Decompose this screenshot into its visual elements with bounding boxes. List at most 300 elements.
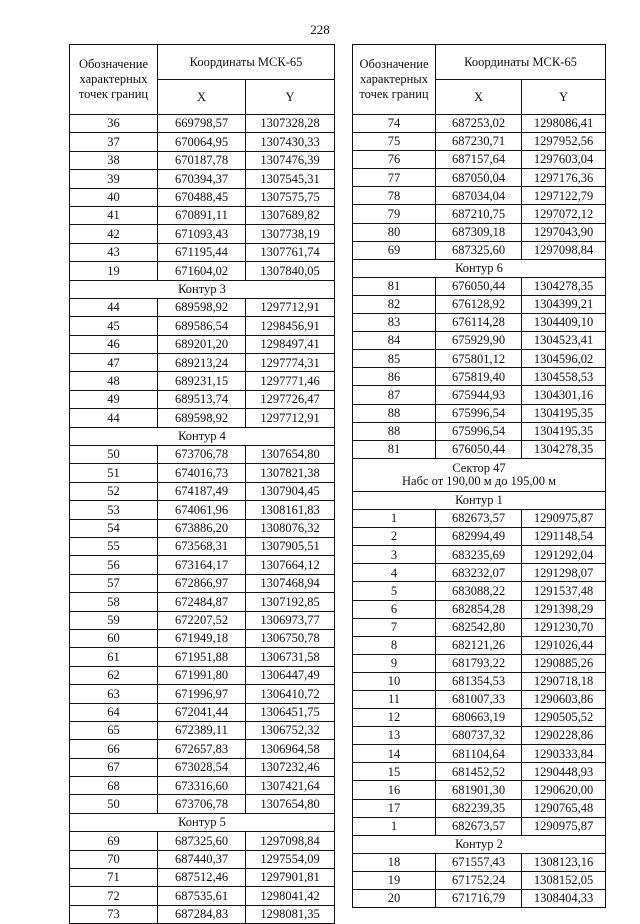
x-coordinate-cell: 681007,33 xyxy=(436,691,522,709)
y-coordinate-cell: 1291230,70 xyxy=(522,618,606,636)
x-coordinate-cell: 671195,44 xyxy=(158,243,246,261)
y-coordinate-cell: 1306750,78 xyxy=(246,629,335,647)
x-coordinate-cell: 681793,22 xyxy=(436,654,522,672)
x-coordinate-cell: 676128,92 xyxy=(436,295,522,313)
point-id-cell: 86 xyxy=(353,368,436,386)
x-coordinate-cell: 687440,37 xyxy=(158,850,246,868)
table-row xyxy=(353,404,606,422)
table-row xyxy=(353,618,606,636)
point-id-cell: 81 xyxy=(353,277,436,295)
point-id-cell: 9 xyxy=(353,654,436,672)
y-coordinate-cell: 1297774,31 xyxy=(246,354,335,372)
x-coordinate-cell: 682239,35 xyxy=(436,799,522,817)
table-row xyxy=(353,691,606,709)
y-coordinate-cell: 1306964,58 xyxy=(246,740,335,758)
point-id-cell: 43 xyxy=(70,243,158,261)
point-id-cell: 15 xyxy=(353,763,436,781)
y-coordinate-cell: 1297952,56 xyxy=(522,133,606,151)
x-coordinate-cell: 672484,87 xyxy=(158,593,246,611)
x-coordinate-cell: 672657,83 xyxy=(158,740,246,758)
table-row xyxy=(70,556,335,574)
y-coordinate-cell: 1298086,41 xyxy=(522,115,606,133)
y-coordinate-cell: 1297554,09 xyxy=(246,850,335,868)
x-coordinate-cell: 680663,19 xyxy=(436,709,522,727)
header-designation: Обозначение характерных точек границ xyxy=(353,45,436,115)
x-coordinate-cell: 671093,43 xyxy=(158,225,246,243)
section-title: Контур 5 xyxy=(70,813,335,831)
table-row xyxy=(353,600,606,618)
point-id-cell: 84 xyxy=(353,332,436,350)
y-coordinate-cell: 1306731,58 xyxy=(246,648,335,666)
y-coordinate-cell: 1307905,51 xyxy=(246,537,335,555)
point-id-cell: 14 xyxy=(353,745,436,763)
x-coordinate-cell: 670394,37 xyxy=(158,170,246,188)
table-row xyxy=(70,206,335,224)
header-x: X xyxy=(436,80,522,115)
table-row xyxy=(353,115,606,133)
table-row xyxy=(70,115,335,133)
point-id-cell: 62 xyxy=(70,666,158,684)
point-id-cell: 19 xyxy=(353,871,436,889)
point-id-cell: 55 xyxy=(70,537,158,555)
x-coordinate-cell: 683235,69 xyxy=(436,546,522,564)
x-coordinate-cell: 671949,18 xyxy=(158,629,246,647)
point-id-cell: 76 xyxy=(353,151,436,169)
table-row xyxy=(353,169,606,187)
table-row xyxy=(70,298,335,316)
table-row xyxy=(353,799,606,817)
point-id-cell: 63 xyxy=(70,685,158,703)
x-coordinate-cell: 675996,54 xyxy=(436,422,522,440)
x-coordinate-cell: 689231,15 xyxy=(158,372,246,390)
point-id-cell: 50 xyxy=(70,795,158,813)
y-coordinate-cell: 1304409,10 xyxy=(522,314,606,332)
x-coordinate-cell: 681104,64 xyxy=(436,745,522,763)
y-coordinate-cell: 1304399,21 xyxy=(522,295,606,313)
point-id-cell: 3 xyxy=(353,546,436,564)
point-id-cell: 37 xyxy=(70,133,158,151)
y-coordinate-cell: 1306451,75 xyxy=(246,703,335,721)
x-coordinate-cell: 669798,57 xyxy=(158,115,246,133)
table-row xyxy=(70,262,335,280)
table-row xyxy=(70,740,335,758)
y-coordinate-cell: 1291298,07 xyxy=(522,564,606,582)
table-row xyxy=(70,372,335,390)
y-coordinate-cell: 1297603,04 xyxy=(522,151,606,169)
point-id-cell: 58 xyxy=(70,593,158,611)
x-coordinate-cell: 689598,92 xyxy=(158,409,246,427)
point-id-cell: 47 xyxy=(70,354,158,372)
table-row xyxy=(70,170,335,188)
point-id-cell: 67 xyxy=(70,758,158,776)
x-coordinate-cell: 671604,02 xyxy=(158,262,246,280)
y-coordinate-cell: 1304301,16 xyxy=(522,386,606,404)
section-title: Контур 6 xyxy=(353,259,606,277)
y-coordinate-cell: 1307476,39 xyxy=(246,151,335,169)
x-coordinate-cell: 689598,92 xyxy=(158,298,246,316)
table-row xyxy=(353,871,606,889)
table-row xyxy=(353,223,606,241)
table-row xyxy=(70,629,335,647)
point-id-cell: 69 xyxy=(70,832,158,850)
point-id-cell: 80 xyxy=(353,223,436,241)
table-row xyxy=(70,905,335,923)
y-coordinate-cell: 1291148,54 xyxy=(522,528,606,546)
y-coordinate-cell: 1297176,36 xyxy=(522,169,606,187)
table-row xyxy=(353,151,606,169)
x-coordinate-cell: 675996,54 xyxy=(436,404,522,422)
table-row xyxy=(70,887,335,905)
x-coordinate-cell: 689201,20 xyxy=(158,335,246,353)
x-coordinate-cell: 670488,45 xyxy=(158,188,246,206)
point-id-cell: 39 xyxy=(70,170,158,188)
y-coordinate-cell: 1290718,18 xyxy=(522,672,606,690)
table-row xyxy=(353,636,606,654)
table-row xyxy=(353,781,606,799)
y-coordinate-cell: 1291398,29 xyxy=(522,600,606,618)
table-row xyxy=(353,133,606,151)
point-id-cell: 10 xyxy=(353,672,436,690)
coordinates-table-right xyxy=(352,44,606,908)
point-id-cell: 82 xyxy=(353,295,436,313)
x-coordinate-cell: 687512,46 xyxy=(158,869,246,887)
table-row xyxy=(353,672,606,690)
section-title: Контур 1 xyxy=(353,491,606,509)
x-coordinate-cell: 674016,73 xyxy=(158,464,246,482)
point-id-cell: 52 xyxy=(70,482,158,500)
table-row xyxy=(70,666,335,684)
point-id-cell: 83 xyxy=(353,314,436,332)
table-row xyxy=(70,758,335,776)
y-coordinate-cell: 1297901,81 xyxy=(246,869,335,887)
y-coordinate-cell: 1297098,84 xyxy=(246,832,335,850)
table-row xyxy=(70,685,335,703)
table-row xyxy=(70,188,335,206)
point-id-cell: 81 xyxy=(353,440,436,458)
table-row xyxy=(70,464,335,482)
point-id-cell: 69 xyxy=(353,241,436,259)
point-id-cell: 51 xyxy=(70,464,158,482)
point-id-cell: 59 xyxy=(70,611,158,629)
point-id-cell: 16 xyxy=(353,781,436,799)
header-y: Y xyxy=(522,80,606,115)
point-id-cell: 45 xyxy=(70,317,158,335)
point-id-cell: 20 xyxy=(353,890,436,908)
x-coordinate-cell: 689586,54 xyxy=(158,317,246,335)
point-id-cell: 71 xyxy=(70,869,158,887)
point-id-cell: 65 xyxy=(70,721,158,739)
point-id-cell: 61 xyxy=(70,648,158,666)
point-id-cell: 56 xyxy=(70,556,158,574)
y-coordinate-cell: 1291537,48 xyxy=(522,582,606,600)
x-coordinate-cell: 682673,57 xyxy=(436,817,522,835)
table-row xyxy=(353,241,606,259)
x-coordinate-cell: 671716,79 xyxy=(436,890,522,908)
point-id-cell: 1 xyxy=(353,510,436,528)
x-coordinate-cell: 687253,02 xyxy=(436,115,522,133)
section-title: Контур 4 xyxy=(70,427,335,445)
page-number: 228 xyxy=(310,22,330,37)
x-coordinate-cell: 687034,04 xyxy=(436,187,522,205)
point-id-cell: 68 xyxy=(70,777,158,795)
x-coordinate-cell: 689213,24 xyxy=(158,354,246,372)
y-coordinate-cell: 1298041,42 xyxy=(246,887,335,905)
section-row xyxy=(70,280,335,298)
table-row xyxy=(70,850,335,868)
point-id-cell: 74 xyxy=(353,115,436,133)
table-row xyxy=(353,528,606,546)
point-id-cell: 46 xyxy=(70,335,158,353)
y-coordinate-cell: 1307468,94 xyxy=(246,574,335,592)
point-id-cell: 41 xyxy=(70,206,158,224)
y-coordinate-cell: 1306752,32 xyxy=(246,721,335,739)
y-coordinate-cell: 1307575,75 xyxy=(246,188,335,206)
x-coordinate-cell: 672041,44 xyxy=(158,703,246,721)
y-coordinate-cell: 1297072,12 xyxy=(522,205,606,223)
sector-height-range: Набс от 190,00 м до 195,00 м xyxy=(402,473,556,488)
y-coordinate-cell: 1307328,28 xyxy=(246,115,335,133)
point-id-cell: 50 xyxy=(70,446,158,464)
point-id-cell: 75 xyxy=(353,133,436,151)
table-row xyxy=(353,853,606,871)
point-id-cell: 44 xyxy=(70,298,158,316)
y-coordinate-cell: 1307192,85 xyxy=(246,593,335,611)
point-id-cell: 6 xyxy=(353,600,436,618)
y-coordinate-cell: 1307821,38 xyxy=(246,464,335,482)
x-coordinate-cell: 676114,28 xyxy=(436,314,522,332)
y-coordinate-cell: 1304195,35 xyxy=(522,404,606,422)
table-row xyxy=(353,546,606,564)
table-row xyxy=(70,243,335,261)
y-coordinate-cell: 1290448,93 xyxy=(522,763,606,781)
header-coordinates: Координаты МСК-65 xyxy=(436,45,606,80)
table-row xyxy=(353,709,606,727)
y-coordinate-cell: 1307430,33 xyxy=(246,133,335,151)
table-row xyxy=(70,409,335,427)
x-coordinate-cell: 682121,26 xyxy=(436,636,522,654)
y-coordinate-cell: 1307654,80 xyxy=(246,446,335,464)
x-coordinate-cell: 670187,78 xyxy=(158,151,246,169)
y-coordinate-cell: 1297771,46 xyxy=(246,372,335,390)
point-id-cell: 40 xyxy=(70,188,158,206)
point-id-cell: 64 xyxy=(70,703,158,721)
table-row xyxy=(353,332,606,350)
x-coordinate-cell: 682673,57 xyxy=(436,510,522,528)
y-coordinate-cell: 1307904,45 xyxy=(246,482,335,500)
table-row xyxy=(353,817,606,835)
x-coordinate-cell: 673886,20 xyxy=(158,519,246,537)
y-coordinate-cell: 1308123,16 xyxy=(522,853,606,871)
point-id-cell: 53 xyxy=(70,501,158,519)
y-coordinate-cell: 1298456,91 xyxy=(246,317,335,335)
table-row xyxy=(353,277,606,295)
point-id-cell: 88 xyxy=(353,422,436,440)
y-coordinate-cell: 1297043,90 xyxy=(522,223,606,241)
y-coordinate-cell: 1308076,32 xyxy=(246,519,335,537)
table-row xyxy=(70,869,335,887)
y-coordinate-cell: 1307840,05 xyxy=(246,262,335,280)
y-coordinate-cell: 1306410,72 xyxy=(246,685,335,703)
x-coordinate-cell: 671996,97 xyxy=(158,685,246,703)
table-row xyxy=(353,582,606,600)
x-coordinate-cell: 689513,74 xyxy=(158,390,246,408)
point-id-cell: 11 xyxy=(353,691,436,709)
section-row xyxy=(70,427,335,445)
x-coordinate-cell: 675801,12 xyxy=(436,350,522,368)
y-coordinate-cell: 1290603,86 xyxy=(522,691,606,709)
y-coordinate-cell: 1307761,74 xyxy=(246,243,335,261)
section-title: Контур 3 xyxy=(70,280,335,298)
x-coordinate-cell: 672866,97 xyxy=(158,574,246,592)
point-id-cell: 42 xyxy=(70,225,158,243)
x-coordinate-cell: 681354,53 xyxy=(436,672,522,690)
point-id-cell: 66 xyxy=(70,740,158,758)
point-id-cell: 72 xyxy=(70,887,158,905)
x-coordinate-cell: 673706,78 xyxy=(158,446,246,464)
point-id-cell: 48 xyxy=(70,372,158,390)
table-row xyxy=(353,727,606,745)
y-coordinate-cell: 1290228,86 xyxy=(522,727,606,745)
y-coordinate-cell: 1298081,35 xyxy=(246,905,335,923)
x-coordinate-cell: 687284,83 xyxy=(158,905,246,923)
y-coordinate-cell: 1298497,41 xyxy=(246,335,335,353)
table-row xyxy=(70,537,335,555)
x-coordinate-cell: 673164,17 xyxy=(158,556,246,574)
table-row xyxy=(70,519,335,537)
table-row xyxy=(70,611,335,629)
section-row xyxy=(353,835,606,853)
x-coordinate-cell: 683232,07 xyxy=(436,564,522,582)
y-coordinate-cell: 1290620,00 xyxy=(522,781,606,799)
table-row xyxy=(353,205,606,223)
point-id-cell: 78 xyxy=(353,187,436,205)
table-row xyxy=(353,440,606,458)
y-coordinate-cell: 1290975,87 xyxy=(522,817,606,835)
header-x: X xyxy=(158,80,246,115)
x-coordinate-cell: 681452,52 xyxy=(436,763,522,781)
y-coordinate-cell: 1308152,05 xyxy=(522,871,606,889)
x-coordinate-cell: 672207,52 xyxy=(158,611,246,629)
x-coordinate-cell: 673568,31 xyxy=(158,537,246,555)
point-id-cell: 1 xyxy=(353,817,436,835)
y-coordinate-cell: 1304523,41 xyxy=(522,332,606,350)
x-coordinate-cell: 675944,93 xyxy=(436,386,522,404)
point-id-cell: 12 xyxy=(353,709,436,727)
x-coordinate-cell: 671752,24 xyxy=(436,871,522,889)
point-id-cell: 88 xyxy=(353,404,436,422)
table-row xyxy=(353,422,606,440)
y-coordinate-cell: 1306973,77 xyxy=(246,611,335,629)
y-coordinate-cell: 1304558,53 xyxy=(522,368,606,386)
section-row xyxy=(70,813,335,831)
x-coordinate-cell: 673028,54 xyxy=(158,758,246,776)
table-row xyxy=(70,593,335,611)
table-row xyxy=(70,832,335,850)
y-coordinate-cell: 1307689,82 xyxy=(246,206,335,224)
point-id-cell: 54 xyxy=(70,519,158,537)
x-coordinate-cell: 676050,44 xyxy=(436,277,522,295)
point-id-cell: 5 xyxy=(353,582,436,600)
y-coordinate-cell: 1290505,52 xyxy=(522,709,606,727)
table-row xyxy=(70,390,335,408)
x-coordinate-cell: 687157,64 xyxy=(436,151,522,169)
table-row xyxy=(70,335,335,353)
table-row xyxy=(353,510,606,528)
point-id-cell: 57 xyxy=(70,574,158,592)
x-coordinate-cell: 670064,95 xyxy=(158,133,246,151)
section-row xyxy=(353,491,606,509)
y-coordinate-cell: 1307421,64 xyxy=(246,777,335,795)
table-row xyxy=(353,350,606,368)
x-coordinate-cell: 675929,90 xyxy=(436,332,522,350)
x-coordinate-cell: 672389,11 xyxy=(158,721,246,739)
x-coordinate-cell: 676050,44 xyxy=(436,440,522,458)
table-row xyxy=(70,574,335,592)
table-row xyxy=(70,446,335,464)
x-coordinate-cell: 673706,78 xyxy=(158,795,246,813)
x-coordinate-cell: 682994,49 xyxy=(436,528,522,546)
x-coordinate-cell: 687230,71 xyxy=(436,133,522,151)
x-coordinate-cell: 687535,61 xyxy=(158,887,246,905)
point-id-cell: 36 xyxy=(70,115,158,133)
table-row xyxy=(70,133,335,151)
point-id-cell: 18 xyxy=(353,853,436,871)
y-coordinate-cell: 1307232,46 xyxy=(246,758,335,776)
x-coordinate-cell: 687210,75 xyxy=(436,205,522,223)
table-row xyxy=(70,225,335,243)
table-body-left xyxy=(70,115,335,924)
table-body-right xyxy=(353,115,606,908)
table-row xyxy=(70,151,335,169)
table-row xyxy=(70,721,335,739)
x-coordinate-cell: 687050,04 xyxy=(436,169,522,187)
x-coordinate-cell: 682854,28 xyxy=(436,600,522,618)
x-coordinate-cell: 674061,96 xyxy=(158,501,246,519)
x-coordinate-cell: 674187,49 xyxy=(158,482,246,500)
header-designation: Обозначение характерных точек границ xyxy=(70,45,158,115)
section-row xyxy=(353,259,606,277)
y-coordinate-cell: 1297712,91 xyxy=(246,298,335,316)
point-id-cell: 49 xyxy=(70,390,158,408)
point-id-cell: 19 xyxy=(70,262,158,280)
y-coordinate-cell: 1304195,35 xyxy=(522,422,606,440)
y-coordinate-cell: 1307664,12 xyxy=(246,556,335,574)
point-id-cell: 17 xyxy=(353,799,436,817)
y-coordinate-cell: 1304278,35 xyxy=(522,440,606,458)
y-coordinate-cell: 1304278,35 xyxy=(522,277,606,295)
table-row xyxy=(353,368,606,386)
point-id-cell: 13 xyxy=(353,727,436,745)
section-title: Контур 2 xyxy=(353,835,606,853)
point-id-cell: 60 xyxy=(70,629,158,647)
y-coordinate-cell: 1291292,04 xyxy=(522,546,606,564)
y-coordinate-cell: 1307738,19 xyxy=(246,225,335,243)
y-coordinate-cell: 1297726,47 xyxy=(246,390,335,408)
header-coordinates: Координаты МСК-65 xyxy=(158,45,335,80)
point-id-cell: 73 xyxy=(70,905,158,923)
table-row xyxy=(353,187,606,205)
table-row xyxy=(70,703,335,721)
coordinates-table-left xyxy=(69,44,335,924)
y-coordinate-cell: 1306447,49 xyxy=(246,666,335,684)
table-row xyxy=(353,654,606,672)
x-coordinate-cell: 673316,60 xyxy=(158,777,246,795)
y-coordinate-cell: 1290975,87 xyxy=(522,510,606,528)
point-id-cell: 4 xyxy=(353,564,436,582)
table-row xyxy=(353,745,606,763)
sector-row xyxy=(353,458,606,491)
point-id-cell: 77 xyxy=(353,169,436,187)
